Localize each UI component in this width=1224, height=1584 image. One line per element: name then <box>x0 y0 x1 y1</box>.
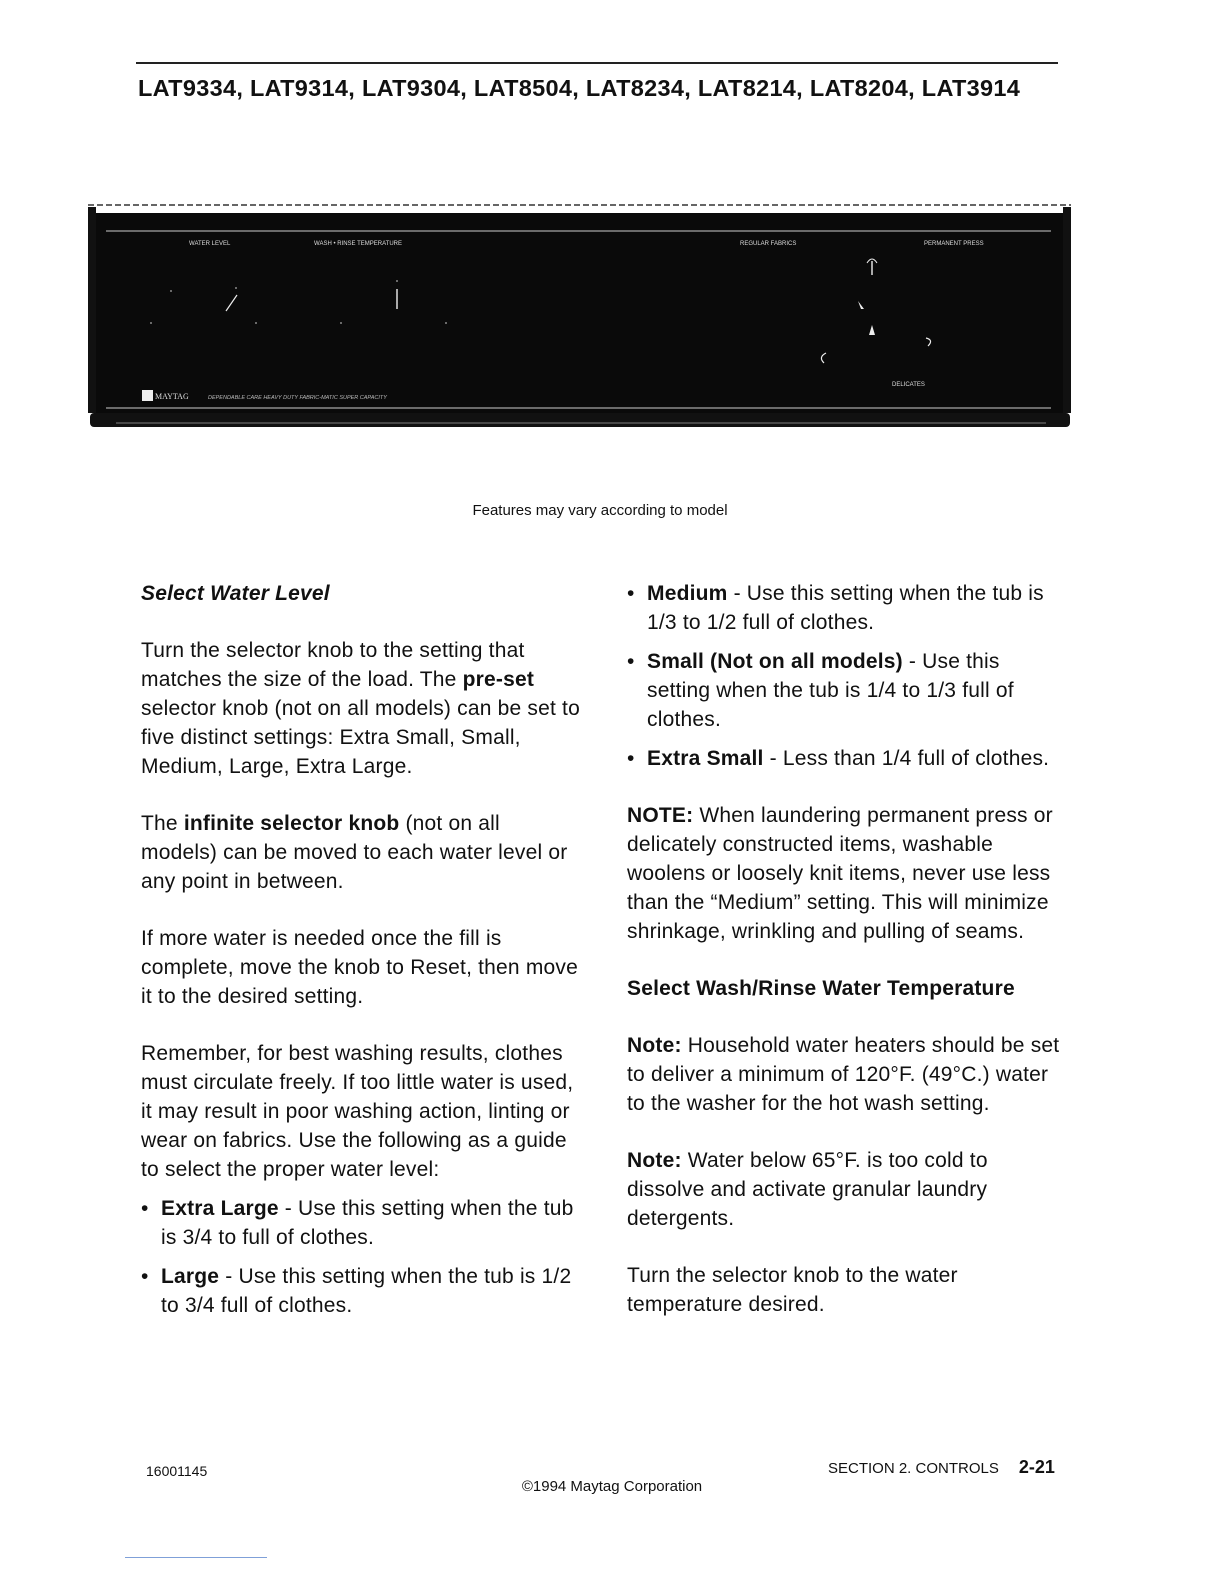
note-label: Note: <box>627 1149 682 1172</box>
water-level-list <box>141 1194 581 1320</box>
wash-rinse-temp-label: WASH • RINSE TEMPERATURE <box>314 241 402 247</box>
footer-divider <box>125 1557 267 1558</box>
page-number: 2-21 <box>1018 1457 1055 1477</box>
list-term: Medium <box>647 582 728 605</box>
section-heading-water-level: Select Water Level <box>141 582 330 605</box>
list-item <box>141 1194 581 1252</box>
page-title: LAT9334, LAT9314, LAT9304, LAT8504, LAT8234, LAT8214, LAT8204, LAT3914 <box>138 75 1021 101</box>
section-heading-temperature: Select Wash/Rinse Water Temperature <box>627 977 1015 1000</box>
note-cold-water <box>627 1146 1067 1233</box>
section-label: SECTION 2. CONTROLS <box>828 1460 999 1477</box>
text-run: (not on all models) can be moved to each water level or any point in between. <box>141 812 568 893</box>
term-preset: pre-set <box>462 668 535 691</box>
right-column <box>627 579 1067 1347</box>
note-water-heater <box>627 1031 1067 1118</box>
doc-number: 16001145 <box>146 1463 208 1479</box>
water-level-label: WATER LEVEL <box>189 241 231 247</box>
maytag-logo-text: MAYTAG <box>155 392 189 401</box>
delicates-label: DELICATES <box>892 382 925 388</box>
water-level-list-continued <box>627 579 1067 773</box>
list-text: - Use this setting when the tub is 3/4 to full of clothes. <box>161 1197 574 1249</box>
permanent-press-label: PERMANENT PRESS <box>924 241 984 247</box>
left-column <box>141 579 581 1330</box>
text-run: Turn the selector knob to the setting that matches the size of the load. The <box>141 639 525 691</box>
note-text: Water below 65°F. is too cold to dissolve and activate granular laundry detergents. <box>627 1149 988 1230</box>
figure-caption: Features may vary according to model <box>472 502 728 519</box>
paragraph-infinite <box>141 809 581 896</box>
note-text: When laundering permanent press or delicately constructed items, washable woolens or loosely knit items, never use less than the “Medium” setting. This will minimize shrinkage, wrinkling and pulling of seams. <box>627 804 1053 943</box>
list-text: - Use this setting when the tub is 1/2 to 3/4 full of clothes. <box>161 1265 572 1317</box>
list-term: Extra Small <box>647 747 764 770</box>
regular-fabrics-label: REGULAR FABRICS <box>740 241 797 247</box>
note-permanent-press <box>627 801 1067 946</box>
text-run: The <box>141 812 184 835</box>
paragraph-temperature: Turn the selector knob to the water temperature desired. <box>627 1264 958 1316</box>
term-infinite-selector: infinite selector knob <box>183 812 400 835</box>
paragraph-preset <box>141 636 581 781</box>
list-item <box>627 647 1067 734</box>
copyright: ©1994 Maytag Corporation <box>521 1478 703 1495</box>
note-text: Household water heaters should be set to deliver a minimum of 120°F. (49°C.) water to the washer for the hot wash setting. <box>627 1034 1060 1115</box>
list-term: Large <box>161 1265 220 1288</box>
top-rule <box>136 62 1058 64</box>
list-term: Small (Not on all models) <box>647 650 903 673</box>
control-panel-figure <box>86 203 1073 431</box>
text-run: selector knob (not on all models) can be set to five distinct settings: Extra Small, Small, Medium, Large, Extra Large. <box>141 697 580 778</box>
paragraph-guide: Remember, for best washing results, clothes must circulate freely. If too little water is used, it may result in poor washing action, linting or wear on fabrics. Use the following as a guide to select the proper water level: <box>141 1042 574 1181</box>
list-text: - Use this setting when the tub is 1/4 to 1/3 full of clothes. <box>647 650 1014 731</box>
list-term: Extra Large <box>161 1197 279 1220</box>
list-item <box>627 579 1067 637</box>
control-panel-illustration <box>86 203 1073 431</box>
list-text: - Use this setting when the tub is 1/3 to 1/2 full of clothes. <box>647 582 1044 634</box>
section-footer <box>828 1457 1055 1478</box>
paragraph-reset: If more water is needed once the fill is complete, move the knob to Reset, then move it to the desired setting. <box>141 927 578 1008</box>
list-text: - Less than 1/4 full of clothes. <box>763 747 1050 770</box>
list-item <box>141 1262 581 1320</box>
note-label: Note: <box>627 1034 682 1057</box>
note-label: NOTE: <box>627 804 694 827</box>
panel-tagline: DEPENDABLE CARE HEAVY DUTY FABRIC-MATIC SUPER CAPACITY <box>208 395 387 401</box>
list-item <box>627 744 1067 773</box>
